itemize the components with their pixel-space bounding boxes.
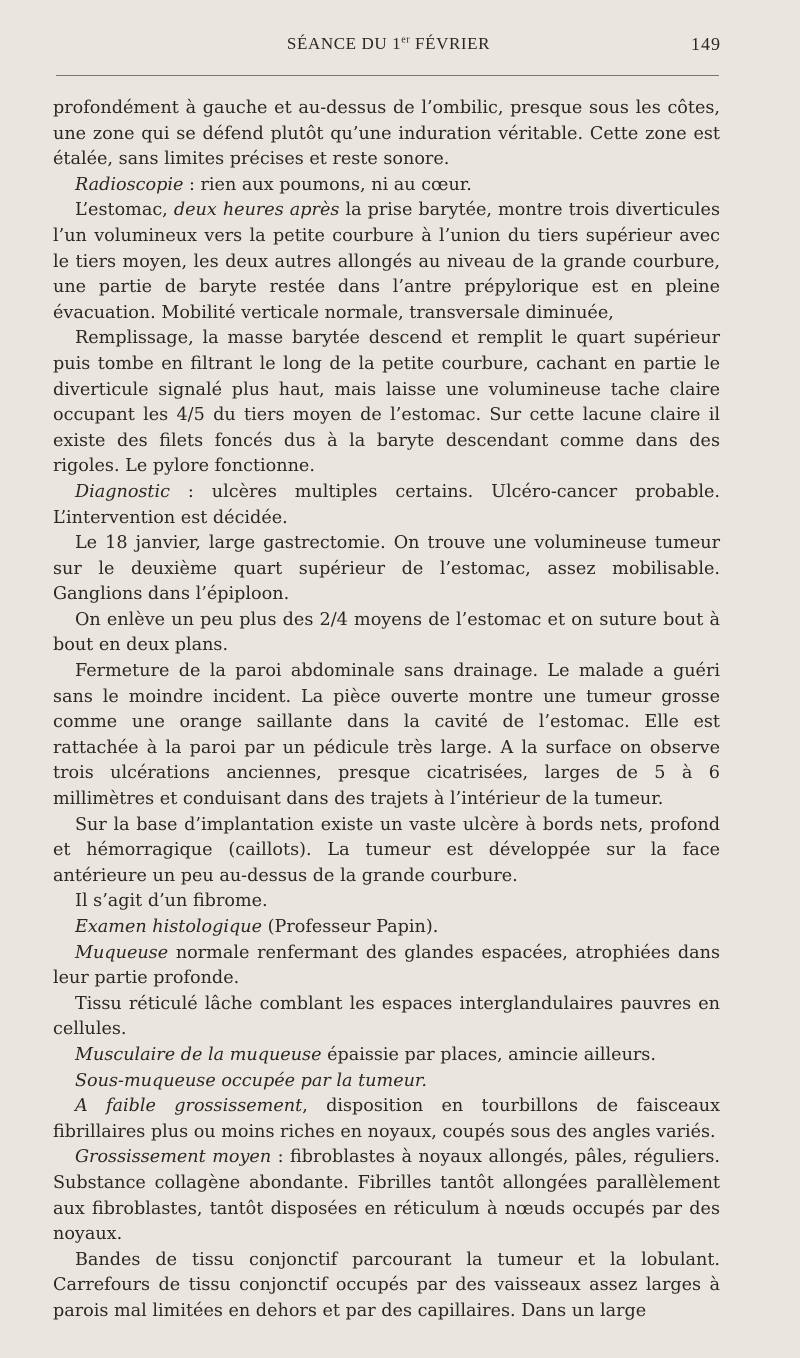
paragraph xyxy=(53,96,720,173)
text-run: Il s’agit d’un fibrome. xyxy=(75,891,268,912)
italic-text: Radioscopie xyxy=(75,174,184,195)
paragraph xyxy=(53,889,720,915)
paragraph xyxy=(53,1094,720,1145)
italic-text: Grossissement moyen xyxy=(75,1147,272,1168)
paragraph xyxy=(53,608,720,659)
text-run: la prise barytée, montre trois diverticules l’un volumineux vers la petite courbure à l’union du tiers supérieur avec le tiers moyen, les deux autres allongés au niveau de la grande courbure, une partie de baryte restée dans l’antre prépylorique est en pleine évacuation. Mobilité verticale normale, transversale diminuée, xyxy=(53,200,720,323)
text-run: L’estomac, xyxy=(75,200,174,221)
body-text xyxy=(53,96,720,1325)
text-run: Bandes de tissu conjonctif parcourant la tumeur et la lobulant. Carrefours de tissu conjonctif occupés par des vaisseaux assez larges à parois mal limitées en dehors et par des capillaires. Dans un large xyxy=(53,1249,720,1321)
running-title: SÉANCE DU 1er FÉVRIER xyxy=(286,34,491,53)
paragraph xyxy=(53,531,720,608)
text-run: : fibroblastes à noyaux allongés, pâles, réguliers. Substance collagène abondante. Fibrilles tantôt allongées parallèlement aux fibroblastes, tantôt disposées en réticulum à nœuds occupés par des noyaux. xyxy=(53,1147,720,1245)
text-run: épaissie par places, amincie ailleurs. xyxy=(321,1044,656,1065)
italic-text: Diagnostic xyxy=(75,481,170,502)
paragraph xyxy=(53,915,720,941)
italic-text: A faible grossissement xyxy=(75,1096,303,1117)
text-run: normale renfermant des glandes espacées, atrophiées dans leur partie profonde. xyxy=(53,942,720,989)
text-run: Tissu réticulé lâche comblant les espaces interglandulaires pauvres en cellules. xyxy=(53,993,720,1040)
paragraph xyxy=(53,941,720,992)
running-header xyxy=(56,34,721,60)
text-run: On enlève un peu plus des 2/4 moyens de l’estomac et on suture bout à bout en deux plans. xyxy=(53,609,720,656)
paragraph xyxy=(53,992,720,1043)
paragraph xyxy=(53,480,720,531)
paragraph xyxy=(53,1043,720,1069)
italic-text: deux heures après xyxy=(173,200,340,221)
paragraph xyxy=(53,1248,720,1325)
text-run: , disposition en tourbillons de faisceaux fibrillaires plus ou moins riches en noyaux, coupés sous des angles variés. xyxy=(53,1096,720,1142)
paragraph xyxy=(53,813,720,890)
text-run: (Professeur Papin). xyxy=(262,917,439,937)
paragraph xyxy=(53,173,720,199)
text-run: : ulcères multiples certains. Ulcéro-cancer probable. L’intervention est décidée. xyxy=(53,481,720,528)
text-run: : rien aux poumons, ni au cœur. xyxy=(183,174,472,195)
paragraph xyxy=(53,1069,720,1095)
text-run: Sur la base d’implantation existe un vaste ulcère à bords nets, profond et hémorragique (caillots). La tumeur est développée sur la face antérieure un peu au-dessus de la grande courbure. xyxy=(53,814,720,886)
paragraph xyxy=(53,198,720,326)
italic-text: Sous-muqueuse occupée par la tumeur. xyxy=(75,1070,428,1091)
italic-text: Muqueuse xyxy=(75,942,169,963)
paragraph xyxy=(53,1145,720,1247)
paragraph xyxy=(53,326,720,480)
text-run: Remplissage, la masse barytée descend et remplit le quart supérieur puis tombe en filtrant le long de la petite courbure, cachant en partie le diverticule signalé plus haut, mais laisse une volumineuse tache claire occupant les 4/5 du tiers moyen de l’estomac. Sur cette lacune claire il existe des filets foncés dus à la baryte descendant comme dans des rigoles. Le pylore fonctionne. xyxy=(53,328,720,477)
page-number: 149 xyxy=(691,34,721,54)
text-run: Fermeture de la paroi abdominale sans drainage. Le malade a guéri sans le moindre incident. La pièce ouverte montre une tumeur grosse comme une orange saillante dans la cavité de l’estomac. Elle est rattachée à la paroi par un pédicule très large. A la surface on observe trois ulcérations anciennes, presque cicatrisées, larges de 5 à 6 millimètres et conduisant dans des trajets à l’intérieur de la tumeur. xyxy=(53,661,720,810)
italic-text: Musculaire de la muqueuse xyxy=(75,1044,322,1065)
header-rule xyxy=(56,75,719,76)
paragraph xyxy=(53,659,720,813)
italic-text: Examen histologique xyxy=(75,917,263,937)
text-run: Le 18 janvier, large gastrectomie. On trouve une volumineuse tumeur sur le deuxième quart supérieur de l’estomac, assez mobilisable. Ganglions dans l’épiploon. xyxy=(53,533,720,605)
text-run: profondément à gauche et au-dessus de l’ombilic, presque sous les côtes, une zone qui se défend plutôt qu’une induration véritable. Cette zone est étalée, sans limites précises et reste sonore. xyxy=(53,98,720,170)
